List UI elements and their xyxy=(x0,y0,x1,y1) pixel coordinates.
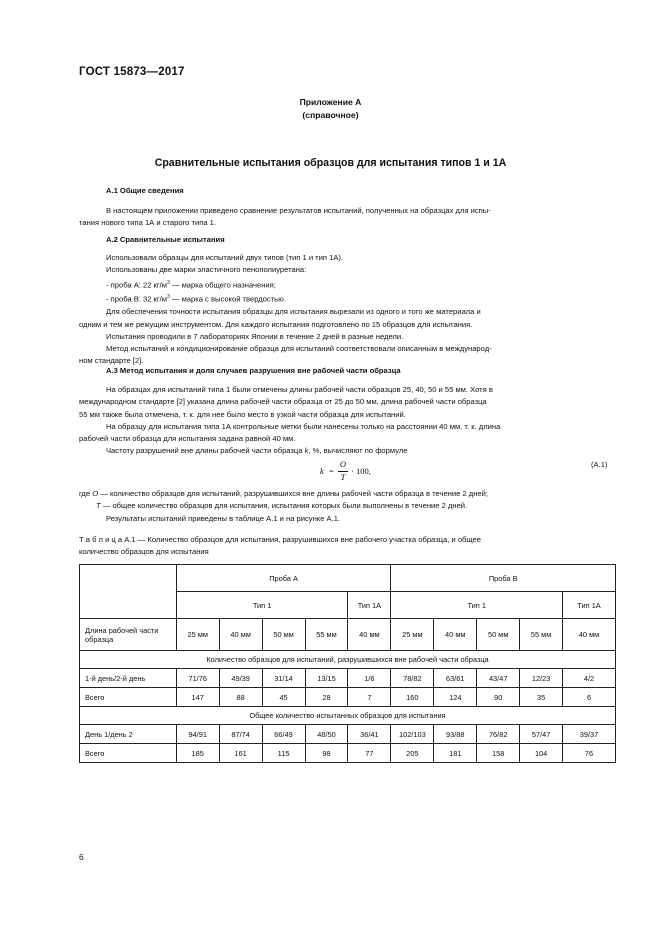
text-line: Использовали образцы для испытаний двух типов (тип 1 и тип 1А). xyxy=(106,253,344,262)
text-line: Частоту разрушений вне длины рабочей части образца k, %, вычисляют по формуле xyxy=(106,446,408,456)
table-cell: 78/82 xyxy=(391,669,434,688)
text-line: На образцах для испытаний типа 1 были отмечены длины рабочей части образцов 25, 40, 50 и 55 мм. Хотя в xyxy=(106,385,493,394)
annex-heading xyxy=(0,96,661,122)
table-cell: 104 xyxy=(520,744,563,763)
table-cell: 98 xyxy=(305,744,348,763)
table-cell: 115 xyxy=(262,744,305,763)
table-cell: 93/88 xyxy=(434,725,477,744)
table-cell: 25 мм xyxy=(391,619,434,651)
header-type1a: Тип 1А xyxy=(348,592,391,619)
table-row xyxy=(80,688,616,707)
text-line: В настоящем приложении приведено сравнение результатов испытаний, полученных на образцах для испы- xyxy=(106,206,491,215)
page-title: Сравнительные испытания образцов для испытания типов 1 и 1А xyxy=(154,157,507,169)
table-cell: 28 xyxy=(305,688,348,707)
table-cell: 7 xyxy=(348,688,391,707)
annex-title: Приложение А xyxy=(299,97,362,107)
data-table xyxy=(79,564,616,763)
table-cell: 25 мм xyxy=(176,619,219,651)
text-line: тания нового типа 1А и старого типа 1. xyxy=(79,218,217,228)
table-row xyxy=(80,669,616,688)
table-cell: 66/49 xyxy=(262,725,305,744)
table-cell: 50 мм xyxy=(262,619,305,651)
page-number: 6 xyxy=(79,852,84,862)
formula-legend xyxy=(79,488,615,525)
table-cell: 40 мм xyxy=(348,619,391,651)
table-cell: 45 xyxy=(262,688,305,707)
table-cell: 55 мм xyxy=(305,619,348,651)
formula-numerator: O xyxy=(339,459,347,469)
table-cell: 205 xyxy=(391,744,434,763)
paragraph-a3 xyxy=(79,384,615,458)
text-line: рабочей части образца для испытания задана равной 40 мм. xyxy=(79,434,296,444)
table-cell: 77 xyxy=(348,744,391,763)
table-cell: 161 xyxy=(219,744,262,763)
table-cell: 40 мм xyxy=(219,619,262,651)
table-cell: 124 xyxy=(434,688,477,707)
text-line: международном стандарте [2] указана длина рабочей части образца от 25 до 50 мм, длина рабочей части образца xyxy=(79,397,487,407)
row-label: Длина рабочей части образца xyxy=(80,619,177,651)
table-cell: 49/39 xyxy=(219,669,262,688)
section-label: Количество образцов для испытаний, разрушившихся вне рабочей части образца xyxy=(80,651,616,669)
text-line: Т а б л и ц а А.1 — Количество образцов для испытания, разрушившихся вне рабочего участка образца, и общее xyxy=(79,535,482,544)
row-label: День 1/день 2 xyxy=(80,725,177,744)
table-cell: 4/2 xyxy=(563,669,616,688)
section-heading-a2: А.2 Сравнительные испытания xyxy=(106,235,225,244)
table-cell: 102/103 xyxy=(391,725,434,744)
formula-denominator: T xyxy=(340,472,346,482)
table-cell: 90 xyxy=(477,688,520,707)
text-line: где O — количество образцов для испытаний, разрушившихся вне длины рабочей части образца в течение 2 дней; xyxy=(79,489,488,498)
table-cell: 94/91 xyxy=(176,725,219,744)
table-cell: 63/61 xyxy=(434,669,477,688)
annex-note: (справочное) xyxy=(302,110,359,120)
table-cell: 31/14 xyxy=(262,669,305,688)
header-type1: Тип 1 xyxy=(391,592,563,619)
table-caption xyxy=(79,534,615,559)
text-line: Использованы две марки эластичного пенополиуретана: xyxy=(106,265,307,275)
text-line: Результаты испытаний приведены в таблице А.1 и на рисунке А.1. xyxy=(106,513,341,523)
text-line: - проба В: 32 $кг/м^3$ — марка с высокой твердостью. xyxy=(106,294,286,304)
table-cell: 87/74 xyxy=(219,725,262,744)
text-line: Испытания проводили в 7 лабораториях Японии в течение 2 дней в разные недели. xyxy=(106,331,404,341)
table-cell: 40 мм xyxy=(563,619,616,651)
text-line: - проба А: 22 $кг/м^3$ — марка общего назначения; xyxy=(106,279,276,290)
table-cell: 76/82 xyxy=(477,725,520,744)
table-cell: 39/37 xyxy=(563,725,616,744)
paragraph-a1 xyxy=(79,205,615,230)
table-cell: 1/6 xyxy=(348,669,391,688)
table-cell: 55 мм xyxy=(520,619,563,651)
table-cell: 13/15 xyxy=(305,669,348,688)
table-row-lengths xyxy=(80,619,616,651)
table-cell: 6 xyxy=(563,688,616,707)
table-header-row xyxy=(80,565,616,592)
table-cell: 40 мм xyxy=(434,619,477,651)
section-heading-a1: А.1 Общие сведения xyxy=(106,186,184,195)
header-type1: Тип 1 xyxy=(176,592,348,619)
row-label: 1-й день/2-й день xyxy=(80,669,177,688)
text-line: количество образцов для испытания xyxy=(79,547,209,557)
table-row xyxy=(80,725,616,744)
table-cell: 147 xyxy=(176,688,219,707)
paragraph-a2 xyxy=(79,252,615,368)
table-cell: 185 xyxy=(176,744,219,763)
text-line: ном стандарте [2]. xyxy=(79,356,144,366)
table-corner-cell xyxy=(80,565,177,619)
table-cell: 36/41 xyxy=(348,725,391,744)
table-cell: 57/47 xyxy=(520,725,563,744)
table-cell: 76 xyxy=(563,744,616,763)
text-line: На образцу для испытания типа 1А контрольные метки были нанесены только на расстоянии 40 мм, т. к. длина xyxy=(106,421,501,431)
header-sample-b: Проба В xyxy=(391,565,616,592)
text-line: одним и тем же режущим инструментом. Для каждого испытания подготовлено по 15 образцов для испытания. xyxy=(79,319,473,329)
row-label: Всего xyxy=(80,688,177,707)
table-section-row xyxy=(80,651,616,669)
table-cell: 35 xyxy=(520,688,563,707)
table-section-row xyxy=(80,707,616,725)
table-cell: 88 xyxy=(219,688,262,707)
section-label: Общее количество испытанных образцов для испытания xyxy=(80,707,616,725)
formula-number: (А.1) xyxy=(591,460,608,469)
text-line: 55 мм также была отмечена, т. к. для нее было место в узкой части образца для испытаний. xyxy=(79,409,406,419)
section-heading-a3: А.3 Метод испытания и доля случаев разрушения вне рабочей части образца xyxy=(106,366,401,375)
table-row xyxy=(80,744,616,763)
table-cell: 71/76 xyxy=(176,669,219,688)
text-line: Метод испытаний и кондиционирование образца для испытаний соответствовали описанным в международ- xyxy=(106,344,492,354)
table-cell: 181 xyxy=(434,744,477,763)
header-type1a: Тип 1А xyxy=(563,592,616,619)
document-header: ГОСТ 15873—2017 xyxy=(79,66,185,78)
table-cell: 50 мм xyxy=(477,619,520,651)
table-cell: 43/47 xyxy=(477,669,520,688)
table-cell: 160 xyxy=(391,688,434,707)
table-cell: 158 xyxy=(477,744,520,763)
table-cell: 12/23 xyxy=(520,669,563,688)
table-cell: 48/50 xyxy=(305,725,348,744)
row-label: Всего xyxy=(80,744,177,763)
text-line: Для обеспечения точности испытания образцы для испытания вырезали из одного и того же материала и xyxy=(106,307,481,317)
header-sample-a: Проба А xyxy=(176,565,391,592)
text-line: T — общее количество образцов для испытания, испытания которых были выполнены в течение 2 дней. xyxy=(96,501,468,511)
